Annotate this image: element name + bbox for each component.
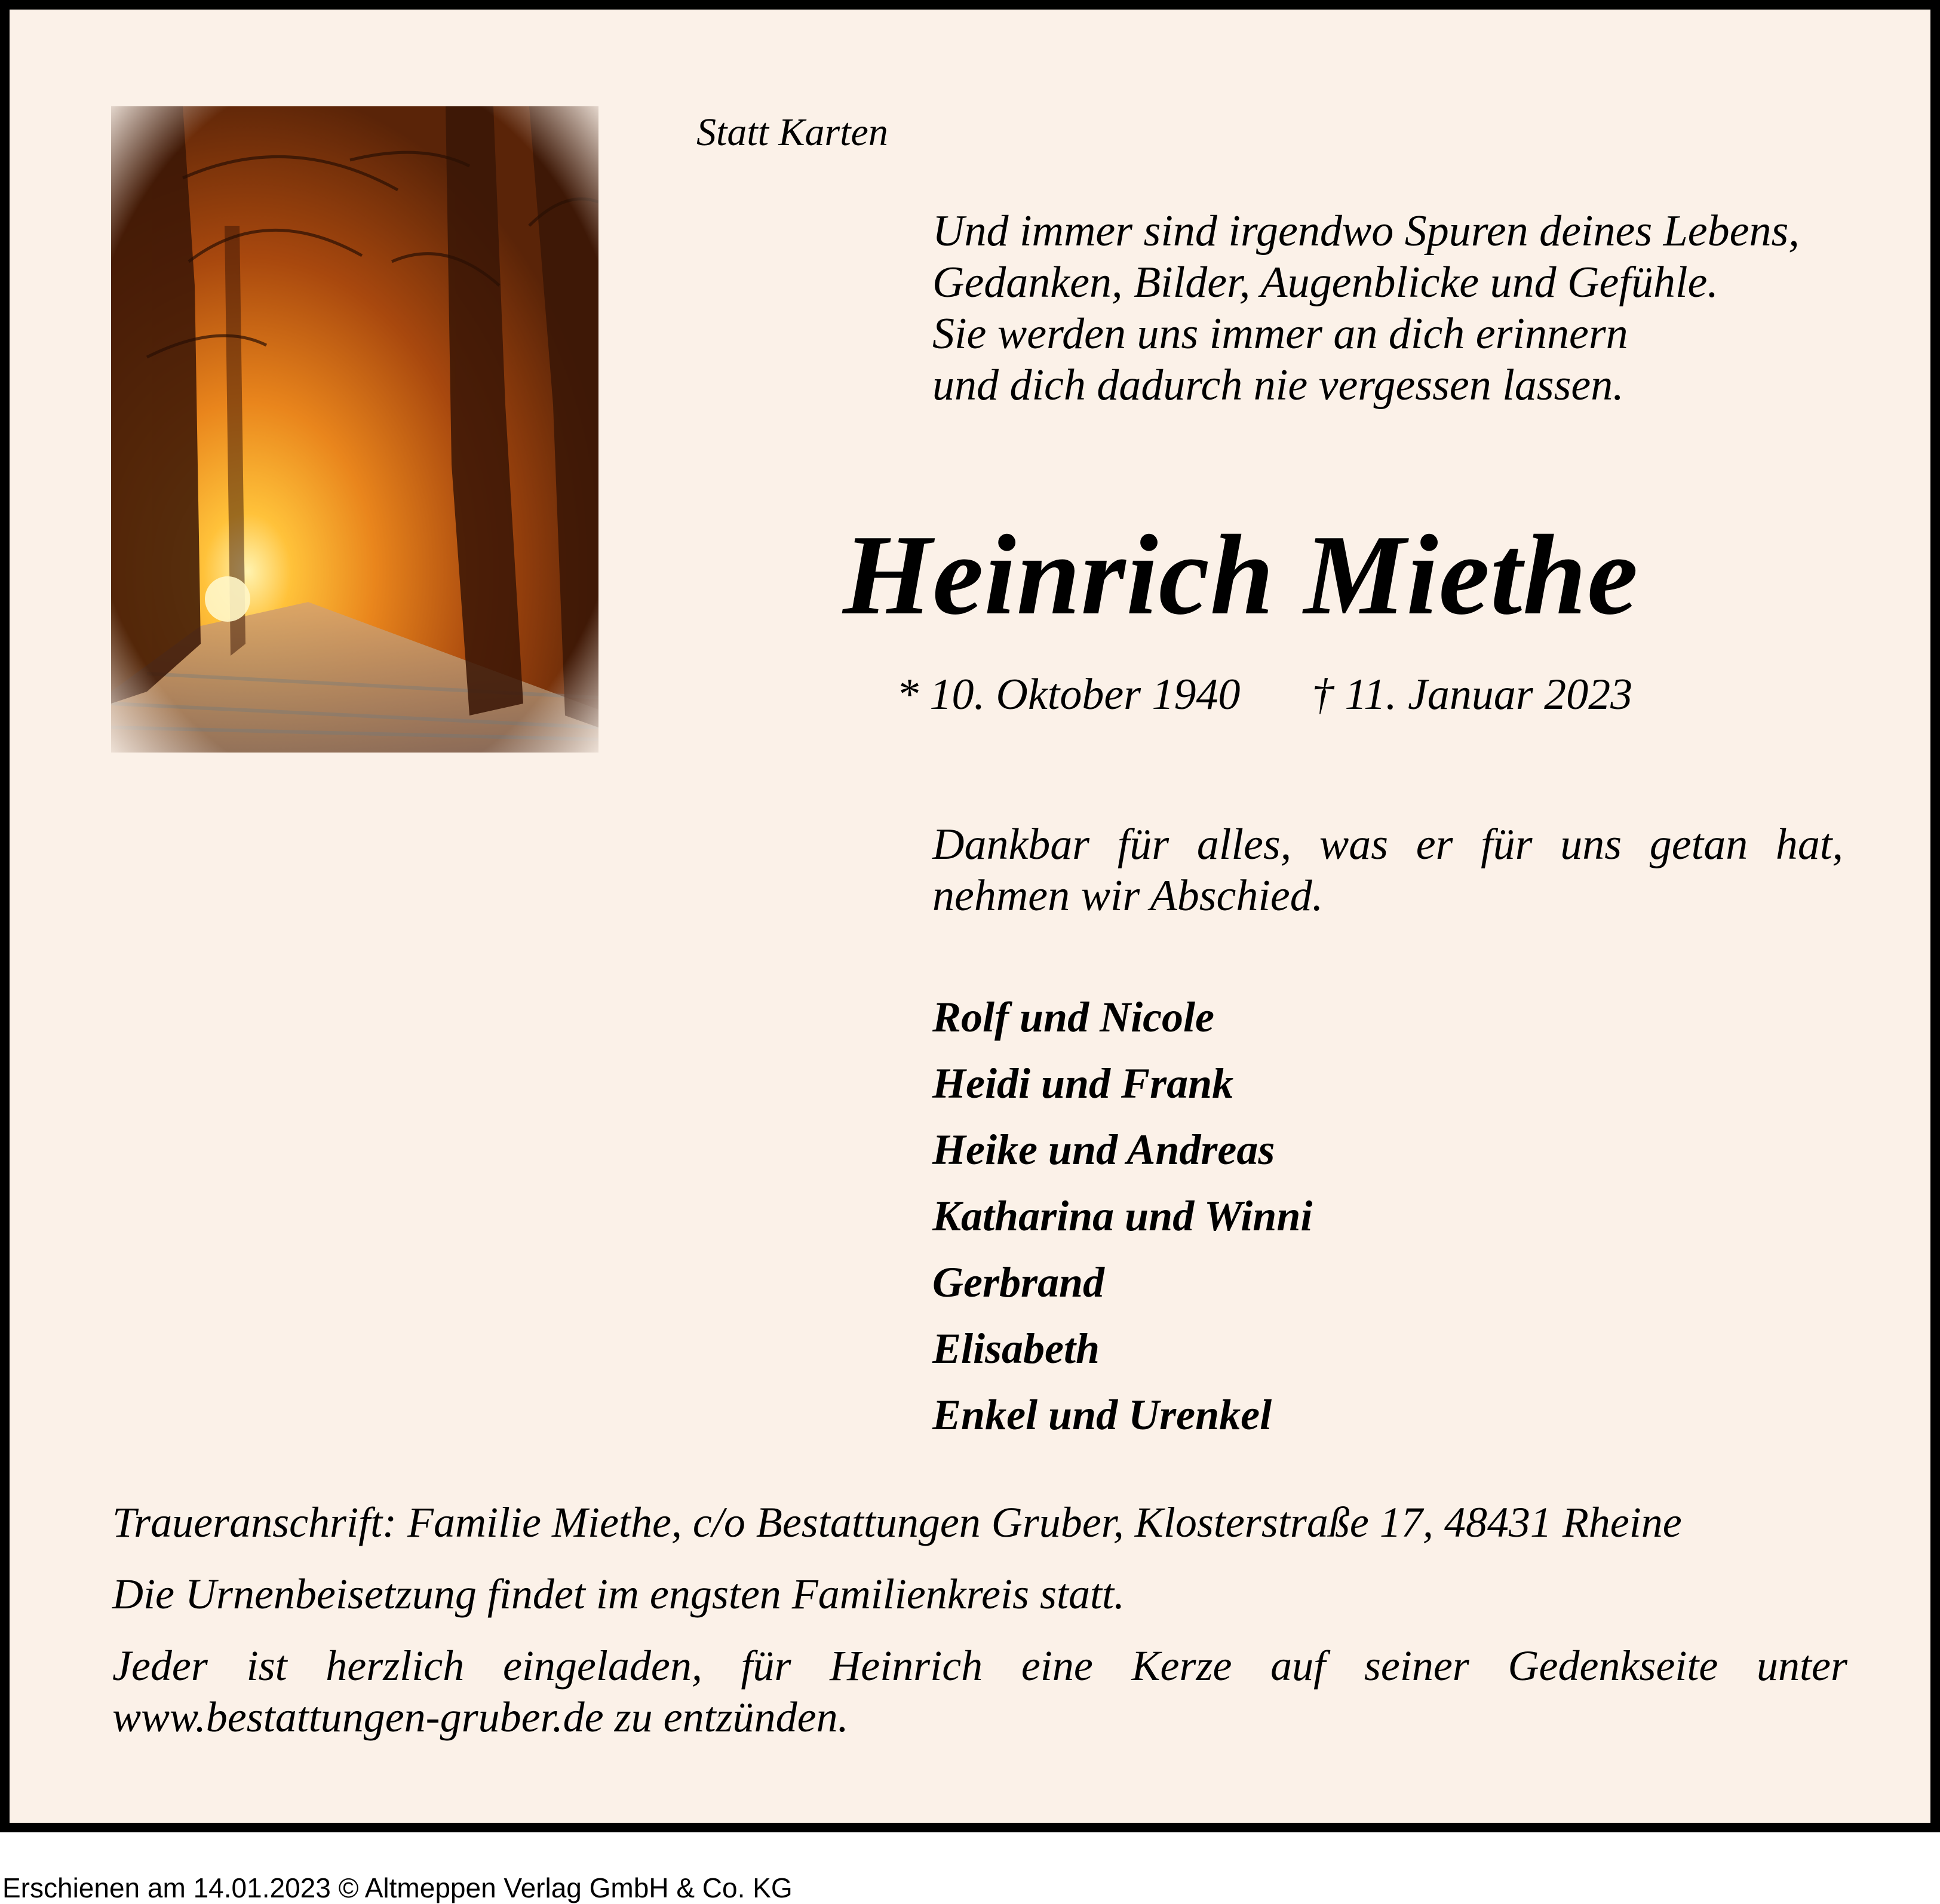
autumn-avenue-photo <box>111 106 598 753</box>
thanks-text <box>932 819 1843 922</box>
family-list <box>932 984 1312 1448</box>
birth-date: * 10. Oktober 1940 <box>897 670 1241 719</box>
death-date: † 11. Januar 2023 <box>1312 670 1633 719</box>
family-member: Enkel und Urenkel <box>932 1391 1272 1439</box>
mourning-address: Traueranschrift: Familie Miethe, c/o Bestattungen Gruber, Klosterstraße 17, 48431 Rheine <box>112 1498 1682 1546</box>
burial-note: Die Urnenbeisetzung findet im engsten Familienkreis statt. <box>112 1570 1125 1618</box>
invitation-line: Jeder ist herzlich eingeladen, für Heinrich eine Kerze auf seiner Gedenkseite unter <box>112 1642 1847 1690</box>
notes-section <box>112 1497 1847 1743</box>
invitation-url-line: www.bestattungen-gruber.de zu entzünden. <box>112 1693 849 1741</box>
publication-footer: Erschienen am 14.01.2023 © Altmeppen Verlag GmbH & Co. KG <box>2 1872 793 1903</box>
poem-line: Sie werden uns immer an dich erinnern <box>932 309 1628 358</box>
poem-line: Und immer sind irgendwo Spuren deines Lebens, <box>932 207 1800 256</box>
poem <box>932 205 1800 411</box>
thanks-line: Dankbar für alles, was er für uns getan hat, <box>932 820 1843 869</box>
family-member: Heidi und Frank <box>932 1060 1234 1107</box>
family-member: Elisabeth <box>932 1325 1100 1372</box>
family-member: Katharina und Winni <box>932 1192 1313 1240</box>
header-statt-karten: Statt Karten <box>696 110 888 154</box>
family-member: Gerbrand <box>932 1258 1105 1306</box>
deceased-name: Heinrich Miethe <box>843 511 1639 638</box>
poem-line: und dich dadurch nie vergessen lassen. <box>932 361 1624 410</box>
family-member: Heike und Andreas <box>932 1126 1275 1174</box>
thanks-line: nehmen wir Abschied. <box>932 871 1324 920</box>
tree-avenue-image-icon <box>111 106 598 753</box>
family-member: Rolf und Nicole <box>932 993 1215 1041</box>
poem-line: Gedanken, Bilder, Augenblicke und Gefühle. <box>932 258 1718 307</box>
